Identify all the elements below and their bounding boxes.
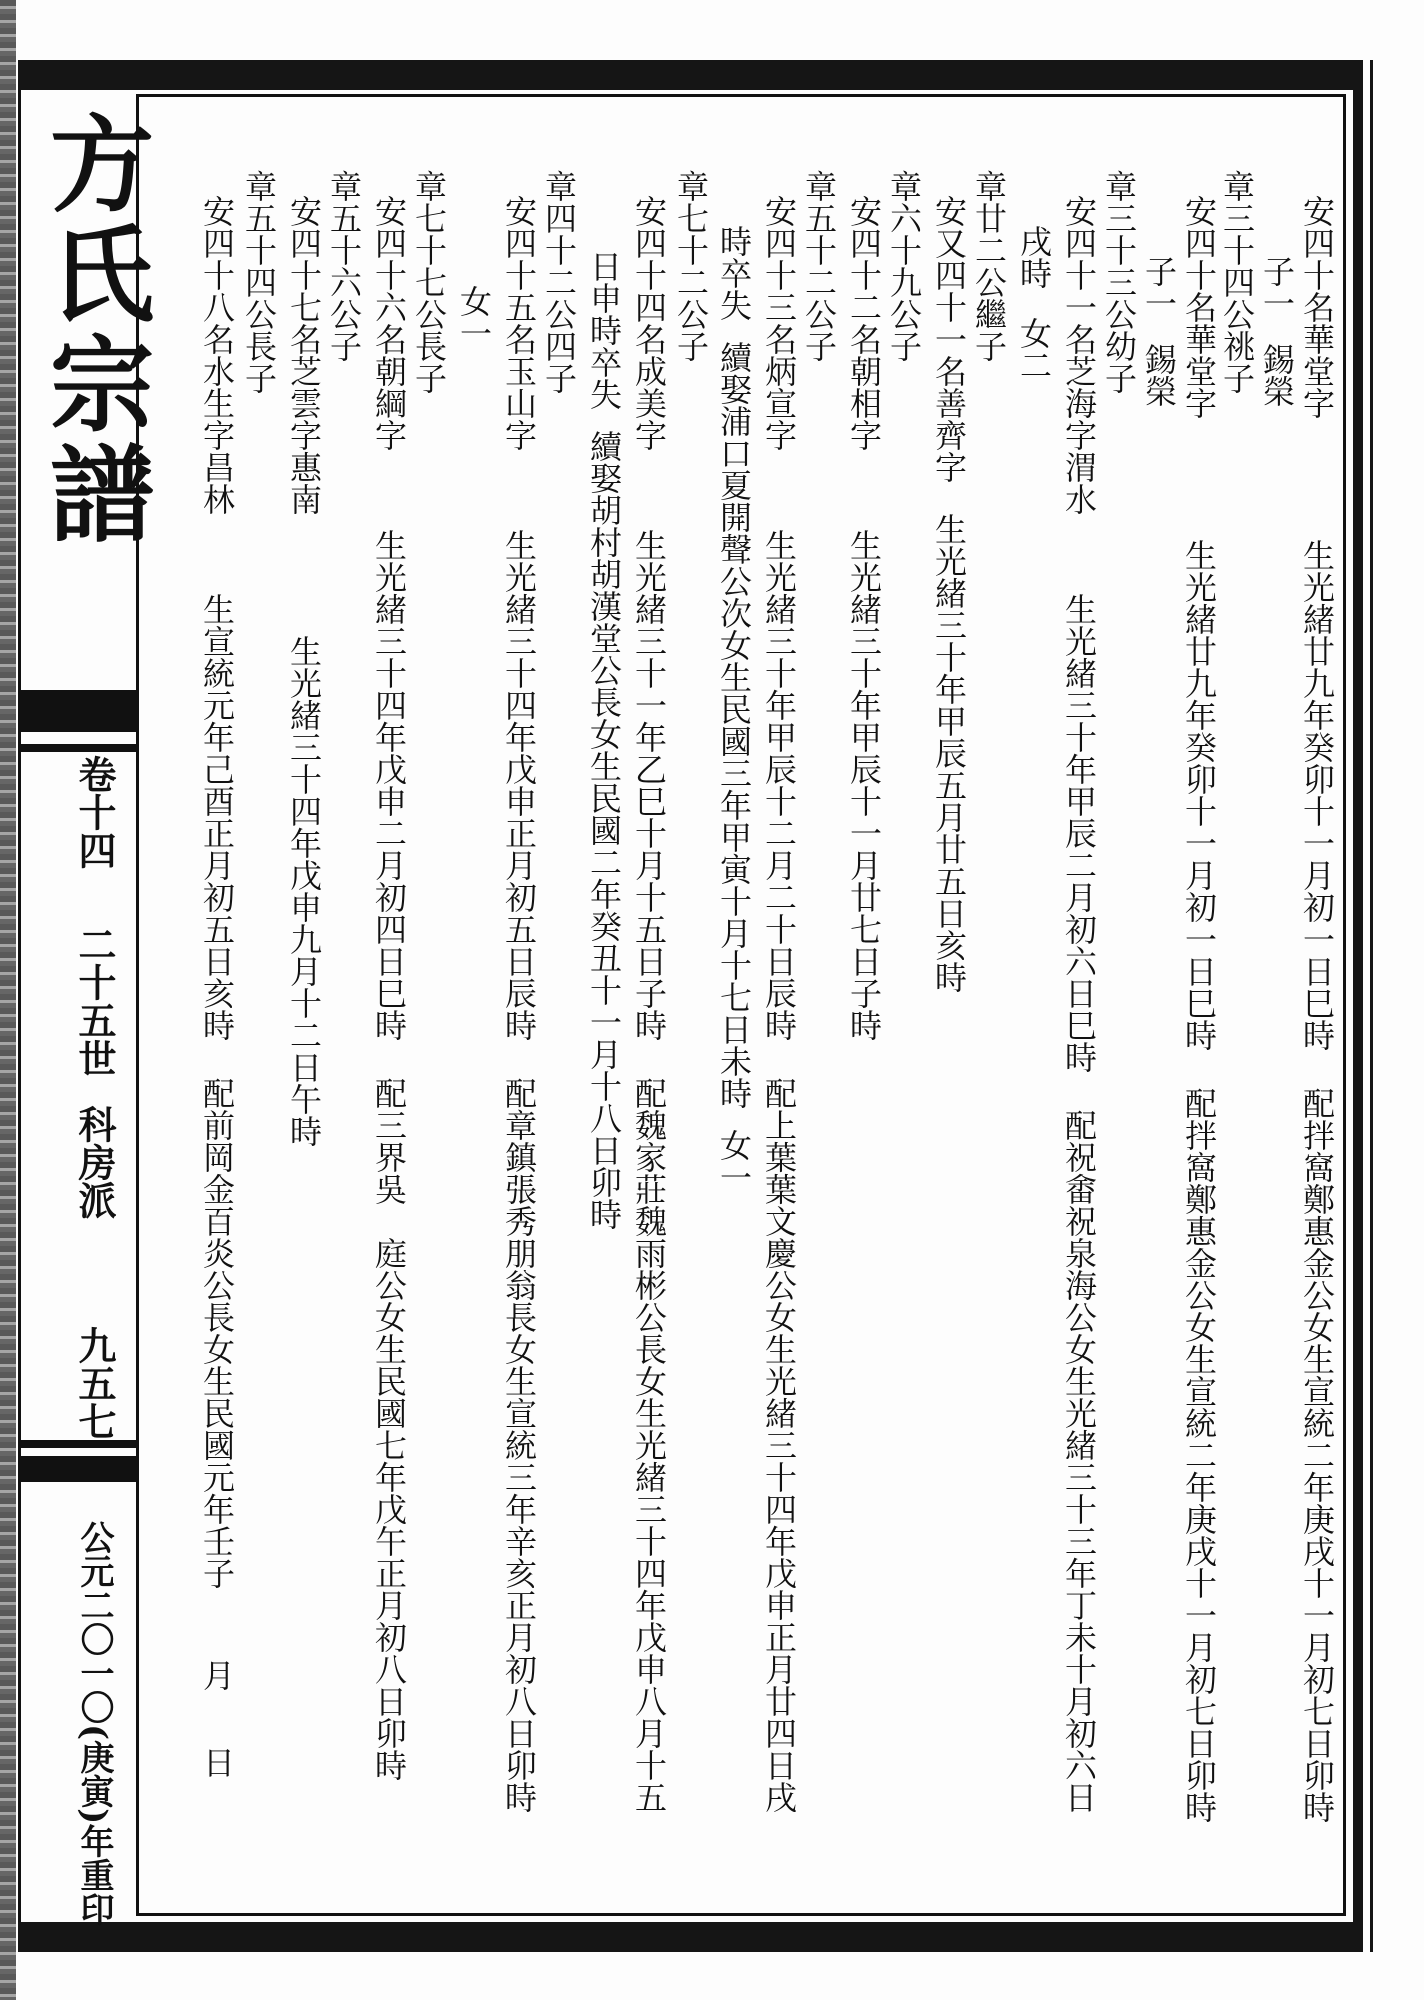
- entry-column: [370, 195, 408, 1781]
- entry-column: [1180, 195, 1218, 1823]
- entry-lineage: 章七十七公長子: [410, 170, 448, 394]
- entry-name: 安四十名華堂字: [1180, 195, 1218, 419]
- right-frame-thin-line: [1370, 60, 1373, 1952]
- entry-name: 安四十七名芝雲字惠南: [285, 195, 323, 515]
- entry-spouse: 配上葉葉文慶公女生光緒三十四年戊申正月廿四日戌: [760, 1077, 798, 1813]
- entry-child-name: 錫榮: [1258, 343, 1296, 407]
- entry-name: 安四十六名朝綱字: [370, 195, 408, 451]
- entry-column: [1258, 255, 1296, 407]
- entry-column: [455, 285, 493, 349]
- entry-column: [970, 170, 1008, 362]
- entry-lineage: 章三十四公祧子: [1218, 170, 1256, 394]
- entry-lineage: 章四十二公四子: [540, 170, 578, 394]
- entry-birth: 生宣統元年己酉正月初五日亥時: [198, 593, 236, 1041]
- entry-column: [500, 195, 538, 1813]
- entry-column: [1298, 195, 1336, 1823]
- entry-daughters: 女一: [455, 285, 493, 349]
- entry-birth: 生光緒廿九年癸卯十一月初一日巳時: [1298, 539, 1336, 1051]
- entry-daughters: 女一: [715, 1129, 753, 1193]
- entry-spouse: 配三界吳 庭公女生民國七年戊午正月初八日卯時: [370, 1077, 408, 1781]
- entry-column: [585, 250, 623, 1230]
- entry-column: [198, 195, 236, 1778]
- entry-lineage: 章七十二公子: [672, 170, 710, 362]
- entry-spouse: 配魏家莊魏雨彬公長女生光緒三十四年戊申八月十五: [630, 1077, 668, 1813]
- entry-second-spouse: 續娶浦口夏開聲公次女生民國三年甲寅十月十七日未時: [715, 341, 753, 1109]
- entry-column: [1140, 255, 1178, 407]
- entry-name: 安又四十一名善齊字: [930, 195, 968, 483]
- entry-birth: 生光緒三十四年戊申正月初五日辰時: [500, 529, 538, 1041]
- entry-column: [325, 170, 363, 362]
- page-number: 九五七: [72, 1326, 117, 1440]
- header-divider-thin: [18, 744, 136, 752]
- entry-column: [1100, 170, 1138, 394]
- entry-spouse: 配拌窩鄭惠金公女生宣統二年庚戌十一月初七日卯時: [1298, 1087, 1336, 1823]
- entry-daughters: 女二: [1015, 317, 1053, 381]
- entry-lineage: 章廿二公繼子: [970, 170, 1008, 362]
- bottom-frame-bar: [18, 1922, 1363, 1952]
- entry-children: 子一: [1258, 255, 1296, 319]
- entry-column: [410, 170, 448, 394]
- entry-column: [800, 170, 838, 362]
- entry-column: [930, 195, 968, 993]
- reprint-note: 公元二〇一〇(庚寅)年重印: [74, 1520, 114, 1927]
- entry-column: [240, 170, 278, 394]
- entry-name: 安四十四名成美字: [630, 195, 668, 451]
- entry-lineage: 章五十二公子: [800, 170, 838, 362]
- left-frame-line: [18, 60, 21, 1952]
- entry-birth: 生光緒三十一年乙巳十月十五日子時: [630, 529, 668, 1041]
- entry-spouse: 配前岡金百炎公長女生民國元年壬子: [198, 1077, 236, 1589]
- entry-column: [760, 195, 798, 1813]
- entry-name: 安四十八名水生字昌林: [198, 195, 236, 515]
- entry-continuation: 戌時: [1015, 225, 1053, 289]
- entry-birth: 生光緒廿九年癸卯十一月初一日巳時: [1180, 539, 1218, 1051]
- entry-lineage: 章六十九公子: [885, 170, 923, 362]
- entry-birth: 生光緒三十四年戊申二月初四日巳時: [370, 529, 408, 1041]
- entry-name: 安四十一名芝海字渭水: [1060, 195, 1098, 515]
- entry-birth: 生光緒三十四年戊申九月十二日午時: [285, 635, 323, 1147]
- entry-column: [885, 170, 923, 362]
- entry-column: [1218, 170, 1256, 394]
- header-divider-thick: [18, 690, 136, 732]
- entry-continuation: 日申時卒失: [585, 250, 623, 410]
- book-title: 方氏宗譜: [32, 110, 155, 550]
- entry-column: [845, 195, 883, 1041]
- entry-children: 子一: [1140, 255, 1178, 319]
- entry-birth: 生光緒三十年甲辰十一月廿七日子時: [845, 529, 883, 1041]
- entry-spouse: 配祝畬祝泉海公女生光緒三十三年丁未十月初六日: [1060, 1109, 1098, 1813]
- entry-column: [285, 195, 323, 1147]
- entry-name: 安四十名華堂字: [1298, 195, 1336, 419]
- entry-lineage: 章五十四公長子: [240, 170, 278, 394]
- book-spine-edge: [0, 0, 16, 2000]
- footer-divider-thin: [18, 1440, 136, 1448]
- entry-name: 安四十三名炳宣字: [760, 195, 798, 451]
- branch-label: 科房派: [72, 1105, 117, 1219]
- entry-child-name: 錫榮: [1140, 343, 1178, 407]
- volume-label: 卷十四: [72, 755, 117, 869]
- entry-spouse: 配拌窩鄭惠金公女生宣統二年庚戌十一月初七日卯時: [1180, 1087, 1218, 1823]
- entry-column: [672, 170, 710, 362]
- entry-lineage: 章三十三公幼子: [1100, 170, 1138, 394]
- entry-spouse: 配章鎮張秀朋翁長女生宣統三年辛亥正月初八日卯時: [500, 1077, 538, 1813]
- footer-divider-thick: [18, 1456, 136, 1482]
- entry-column: [630, 195, 668, 1813]
- entry-second-spouse: 續娶胡村胡漢堂公長女生民國二年癸丑十一月十八日卯時: [585, 430, 623, 1230]
- entry-name: 安四十二名朝相字: [845, 195, 883, 451]
- entry-column: [540, 170, 578, 394]
- entry-column: [1060, 195, 1098, 1813]
- generation-label: 二十五世: [72, 925, 117, 1077]
- entry-day-blank: 日: [198, 1746, 236, 1778]
- top-frame-bar: [18, 60, 1363, 90]
- entry-birth: 生光緒三十年甲辰五月廿五日亥時: [930, 513, 968, 993]
- entry-name: 安四十五名玉山字: [500, 195, 538, 451]
- entry-month-blank: 月: [198, 1659, 236, 1691]
- entry-continuation: 時卒失: [715, 225, 753, 321]
- entry-column: [1015, 225, 1053, 381]
- entry-birth: 生光緒三十年甲辰二月初六日巳時: [1060, 593, 1098, 1073]
- entry-column: [715, 225, 753, 1193]
- right-frame-bar: [1353, 60, 1363, 1952]
- entry-lineage: 章五十六公子: [325, 170, 363, 362]
- entry-birth: 生光緒三十年甲辰十二月二十日辰時: [760, 529, 798, 1041]
